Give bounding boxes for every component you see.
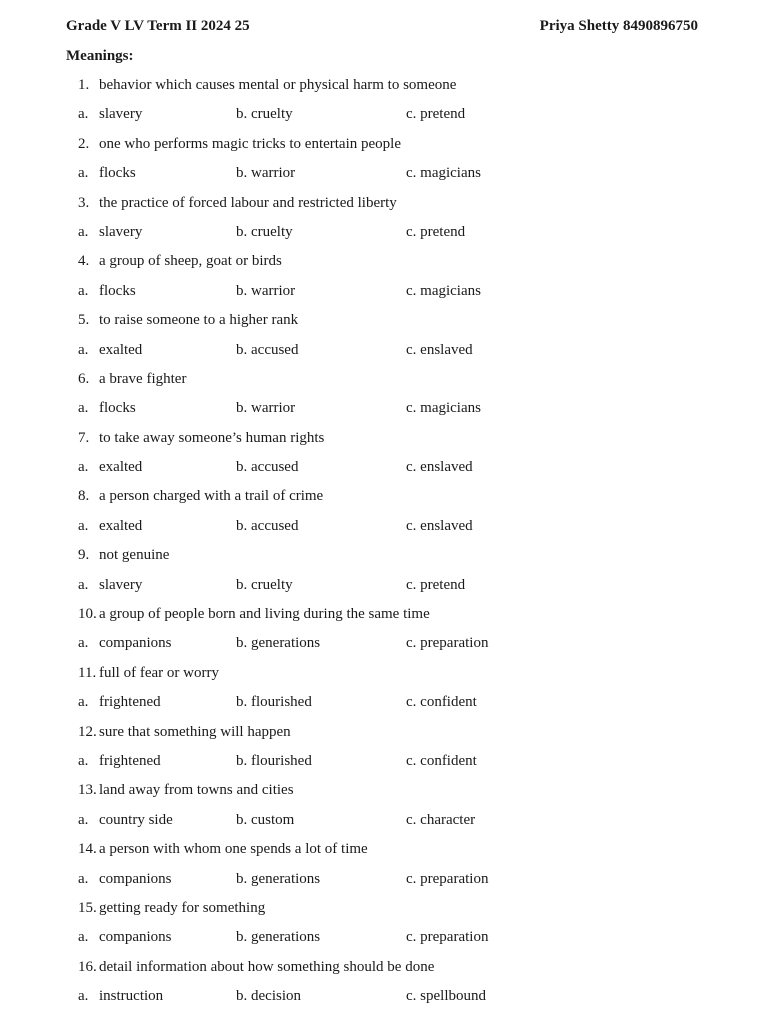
option-a-marker: a. xyxy=(78,517,89,534)
question-number: 7. xyxy=(78,429,90,446)
question-list xyxy=(0,77,768,1018)
question-line xyxy=(0,606,768,635)
option-b: b. generations xyxy=(236,929,321,946)
option-b: b. generations xyxy=(236,870,321,887)
option-b: b. flourished xyxy=(236,752,312,769)
option-a-marker: a. xyxy=(78,459,89,476)
question-number: 5. xyxy=(78,312,90,329)
option-c: c. pretend xyxy=(406,576,466,593)
options-line xyxy=(0,694,768,723)
header-grade-term: Grade V LV Term II 2024 25 xyxy=(66,18,250,34)
question-line xyxy=(0,782,768,811)
question-number: 10. xyxy=(78,606,97,623)
option-c: c. preparation xyxy=(406,870,489,887)
question-line xyxy=(0,488,768,517)
option-a: flocks xyxy=(99,165,136,182)
option-a: companions xyxy=(99,929,172,946)
option-b: b. cruelty xyxy=(236,576,293,593)
option-c: c. magicians xyxy=(406,165,481,182)
options-line xyxy=(0,871,768,900)
question-line xyxy=(0,430,768,459)
question-text: to take away someone’s human rights xyxy=(99,429,325,446)
question-text: full of fear or worry xyxy=(99,664,219,681)
question-number: 16. xyxy=(78,958,97,975)
option-a: country side xyxy=(99,811,173,828)
option-b: b. warrior xyxy=(236,165,296,182)
question-number: 14. xyxy=(78,841,97,858)
options-line xyxy=(0,400,768,429)
question-line xyxy=(0,312,768,341)
option-c: c. preparation xyxy=(406,635,489,652)
option-b: b. accused xyxy=(236,459,299,476)
option-a: companions xyxy=(99,635,172,652)
option-a: slavery xyxy=(99,223,143,240)
option-a-marker: a. xyxy=(78,576,89,593)
option-a: flocks xyxy=(99,400,136,417)
option-a: frightened xyxy=(99,694,161,711)
option-c: c. pretend xyxy=(406,223,466,240)
question-text: not genuine xyxy=(99,547,170,564)
option-a-marker: a. xyxy=(78,106,89,123)
option-c: c. confident xyxy=(406,694,477,711)
question-text: a brave fighter xyxy=(99,370,187,387)
question-line xyxy=(0,900,768,929)
question-text: to raise someone to a higher rank xyxy=(99,312,299,329)
option-a-marker: a. xyxy=(78,929,89,946)
question-line xyxy=(0,665,768,694)
options-line xyxy=(0,224,768,253)
question-text: the practice of forced labour and restricted liberty xyxy=(99,194,397,211)
question-line xyxy=(0,959,768,988)
question-number: 15. xyxy=(78,899,97,916)
option-a: exalted xyxy=(99,517,143,534)
question-text: getting ready for something xyxy=(99,899,266,916)
question-number: 12. xyxy=(78,723,97,740)
option-b: b. accused xyxy=(236,341,299,358)
option-a-marker: a. xyxy=(78,635,89,652)
question-number: 6. xyxy=(78,370,90,387)
option-c: c. preparation xyxy=(406,929,489,946)
option-a-marker: a. xyxy=(78,282,89,299)
question-line xyxy=(0,841,768,870)
options-line xyxy=(0,283,768,312)
question-line xyxy=(0,77,768,106)
option-a-marker: a. xyxy=(78,988,89,1005)
option-c: c. character xyxy=(406,811,476,828)
question-text: a person with whom one spends a lot of time xyxy=(99,841,368,858)
options-line xyxy=(0,988,768,1017)
option-c: c. confident xyxy=(406,752,477,769)
option-a-marker: a. xyxy=(78,811,89,828)
option-b: b. flourished xyxy=(236,694,312,711)
question-line xyxy=(0,371,768,400)
question-text: one who performs magic tricks to entertain people xyxy=(99,135,401,152)
options-line xyxy=(0,165,768,194)
option-a: slavery xyxy=(99,106,143,123)
option-c: c. magicians xyxy=(406,400,481,417)
question-number: 1. xyxy=(78,77,90,93)
question-text: a group of people born and living during the same time xyxy=(99,606,430,623)
options-line xyxy=(0,812,768,841)
question-number: 8. xyxy=(78,488,90,505)
question-line xyxy=(0,136,768,165)
options-line xyxy=(0,577,768,606)
option-a: companions xyxy=(99,870,172,887)
option-b: b. custom xyxy=(236,811,295,828)
option-b: b. generations xyxy=(236,635,321,652)
options-line xyxy=(0,342,768,371)
option-b: b. decision xyxy=(236,988,301,1005)
header-teacher-contact: Priya Shetty 8490896750 xyxy=(539,18,698,34)
option-a: exalted xyxy=(99,459,143,476)
option-c: c. enslaved xyxy=(406,459,473,476)
options-line xyxy=(0,518,768,547)
option-a-marker: a. xyxy=(78,341,89,358)
option-a-marker: a. xyxy=(78,752,89,769)
options-line xyxy=(0,106,768,135)
option-b: b. cruelty xyxy=(236,223,293,240)
question-line xyxy=(0,724,768,753)
option-c: c. pretend xyxy=(406,106,466,123)
question-text: behavior which causes mental or physical harm to someone xyxy=(99,77,457,93)
option-b: b. warrior xyxy=(236,282,296,299)
question-text: detail information about how something should be done xyxy=(99,958,435,975)
options-line xyxy=(0,753,768,782)
question-line xyxy=(0,547,768,576)
question-text: sure that something will happen xyxy=(99,723,291,740)
question-number: 2. xyxy=(78,135,90,152)
section-heading: Meanings: xyxy=(66,48,134,64)
option-a-marker: a. xyxy=(78,400,89,417)
option-a: flocks xyxy=(99,282,136,299)
option-a: slavery xyxy=(99,576,143,593)
option-a-marker: a. xyxy=(78,694,89,711)
options-line xyxy=(0,929,768,958)
option-a: instruction xyxy=(99,988,164,1005)
question-line xyxy=(0,253,768,282)
option-c: c. magicians xyxy=(406,282,481,299)
option-c: c. spellbound xyxy=(406,988,486,1005)
option-c: c. enslaved xyxy=(406,517,473,534)
question-text: land away from towns and cities xyxy=(99,782,294,799)
question-number: 9. xyxy=(78,547,90,564)
question-text: a person charged with a trail of crime xyxy=(99,488,324,505)
option-a-marker: a. xyxy=(78,223,89,240)
question-number: 13. xyxy=(78,782,97,799)
option-a: exalted xyxy=(99,341,143,358)
question-text: a group of sheep, goat or birds xyxy=(99,253,282,270)
options-line xyxy=(0,459,768,488)
option-a-marker: a. xyxy=(78,870,89,887)
option-b: b. warrior xyxy=(236,400,296,417)
option-a: frightened xyxy=(99,752,161,769)
question-number: 4. xyxy=(78,253,90,270)
option-a-marker: a. xyxy=(78,165,89,182)
options-line xyxy=(0,635,768,664)
question-number: 3. xyxy=(78,194,90,211)
question-number: 11. xyxy=(78,664,97,681)
question-line xyxy=(0,195,768,224)
page-header xyxy=(66,18,698,38)
option-b: b. accused xyxy=(236,517,299,534)
option-c: c. enslaved xyxy=(406,341,473,358)
option-b: b. cruelty xyxy=(236,106,293,123)
